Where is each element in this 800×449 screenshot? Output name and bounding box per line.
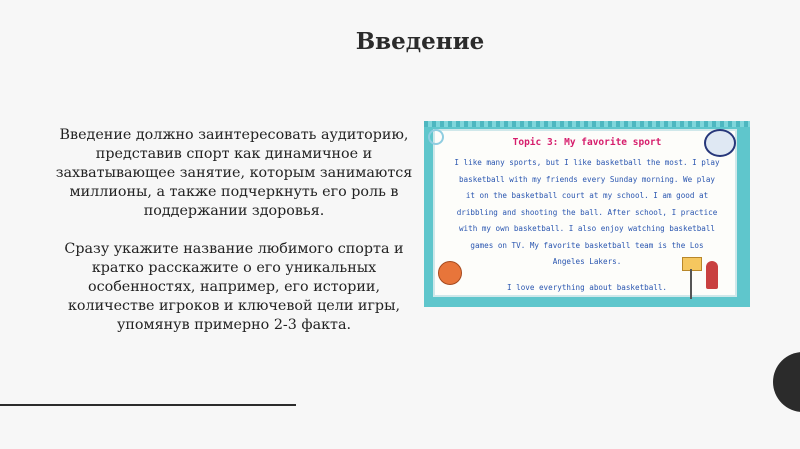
card-text xyxy=(448,155,726,271)
bottom-rule xyxy=(0,404,296,406)
sample-essay-image xyxy=(424,121,750,307)
hoop-pole xyxy=(690,269,692,299)
card-line: it on the basketball court at my school. I am good at xyxy=(465,191,709,200)
body-text xyxy=(48,126,420,354)
card-line: with my own basketball. I also enjoy watching basketball xyxy=(458,224,716,233)
instructions-paragraph: Сразу укажите название любимого спорта и кратко расскажите о его уникальных особенностях, например, его истории, количестве игроков и ключевой цели игры, упомянув примерно 2-3 факта. xyxy=(64,241,404,333)
card-line: games on TV. My favorite basketball team is the Los xyxy=(470,240,704,250)
card-line: I like many sports, but I like basketball the most. I play xyxy=(454,158,720,167)
card-line: dribbling and shooting the ball. After school, I practice xyxy=(456,207,718,217)
slide-title: Введение xyxy=(355,28,485,55)
card-line: basketball with my friends every Sunday morning. We play xyxy=(458,174,716,184)
intro-paragraph: Введение должно заинтересовать аудиторию, представив спорт как динамичное и захватывающее занятие, которым занимаются миллионы, а также подчеркнуть его роль в поддержании здоровья. xyxy=(55,127,413,219)
basketball-icon xyxy=(438,261,462,285)
hoop-icon xyxy=(682,257,702,271)
corner-circle-decoration xyxy=(773,352,800,412)
card-closing-line: I love everything about basketball. xyxy=(506,283,667,292)
card-line: Angeles Lakers. xyxy=(552,257,622,266)
card-title: Topic 3: My favorite sport xyxy=(512,137,662,148)
card-border-decoration xyxy=(424,121,750,127)
player-figure xyxy=(706,261,718,289)
